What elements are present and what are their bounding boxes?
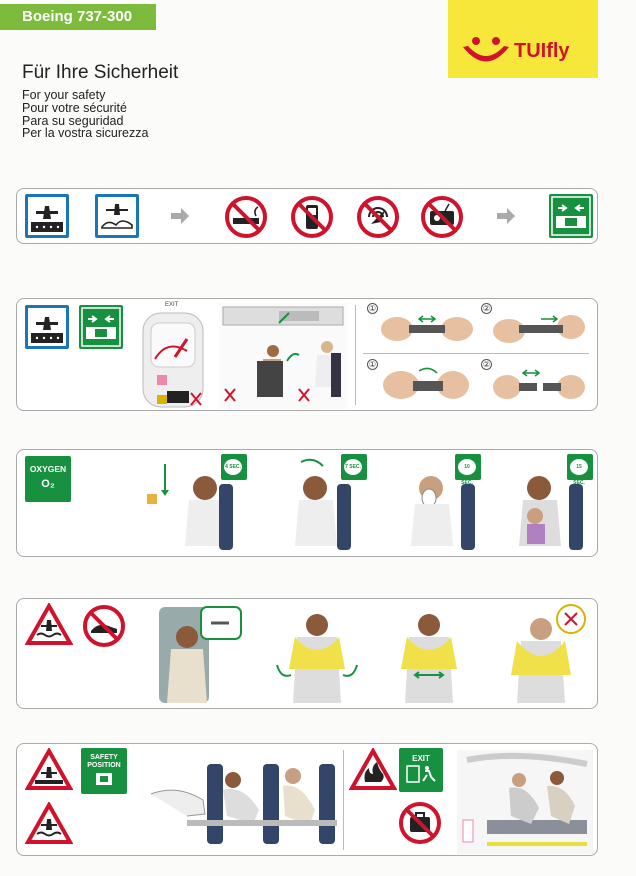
brand-name: TUIfly [514,40,570,62]
step-number: ② [482,304,491,313]
safety-position-sign-icon [81,748,127,794]
panel-evacuation [16,743,598,856]
oxygen-symbol: O₂ [41,478,55,490]
evacuation-aisle-illustration [457,750,593,854]
water-landing-warning-icon [25,603,73,647]
arrow-right-icon [169,207,191,225]
brace-position-illustration [147,754,343,854]
timer-icon [341,454,367,480]
brand-logo-box [448,0,598,78]
buckle-fasten-illustration [379,305,475,351]
takeoff-sign-icon [25,194,69,238]
life-vest-inflate-illustration [491,603,595,707]
oxygen-sign-icon [25,456,71,502]
timer-icon [567,454,593,486]
tui-smile-logo-icon [458,36,514,70]
aircraft-model-tab: Boeing 737-300 [0,4,156,30]
timer-label: 7 SEC. [344,459,362,475]
door-exit-label: EXIT [165,302,179,308]
no-radio-icon [419,194,465,240]
step-number: ① [368,304,377,313]
life-vest-tighten-illustration [379,603,479,707]
no-electronic-devices-icon [355,194,401,240]
page-title: Für Ihre Sicherheit [22,62,179,83]
timer-label: 4 SEC. [224,459,242,475]
cabin-stow-baggage-illustration [219,303,347,409]
divider [343,750,344,850]
timer-label: 10 SEC. [458,459,476,475]
divider [363,353,589,354]
emergency-landing-warning-icon [25,748,73,792]
divider [355,305,356,405]
exit-sign-icon [399,748,443,792]
subtitle-it: Per la vostra sicurezza [22,126,149,141]
timer-icon [455,454,481,486]
seatbelt-sign-icon [79,305,123,349]
buckle-open-illustration [379,359,475,407]
panel-electronic-devices [16,188,598,244]
no-smoking-icon [223,194,269,240]
subtitle-list [22,89,148,140]
oxygen-label: OXYGEN [29,464,67,474]
water-landing-warning-icon [25,802,73,846]
timer-label: 15 SEC. [570,459,588,475]
exit-door-illustration [137,309,215,409]
buckle-release-illustration [491,359,587,407]
subtitle-es: Para su seguridad [22,113,124,128]
buckle-tighten-illustration [491,305,587,351]
no-high-heels-icon [81,603,127,649]
panel-life-vest [16,598,598,709]
cruise-sign-icon [95,194,139,238]
life-vest-don-illustration [267,603,367,707]
step-number: ① [368,360,377,369]
fire-warning-icon [349,748,397,792]
panel-oxygen [16,449,598,557]
no-baggage-icon [397,800,443,846]
subtitle-fr: Pour votre sécurité [22,100,127,115]
exit-label: EXIT [412,754,430,763]
takeoff-sign-icon [25,305,69,349]
life-vest-under-seat-illustration [157,603,253,707]
safety-position-label: SAFETY POSITION [87,754,121,769]
arrow-right-icon [495,207,517,225]
subtitle-en: For your safety [22,88,106,102]
step-number: ② [482,360,491,369]
seatbelt-sign-icon [549,194,593,238]
panel-seatbelt-door [16,298,598,411]
timer-icon [221,454,247,480]
no-mobile-phone-icon [289,194,335,240]
